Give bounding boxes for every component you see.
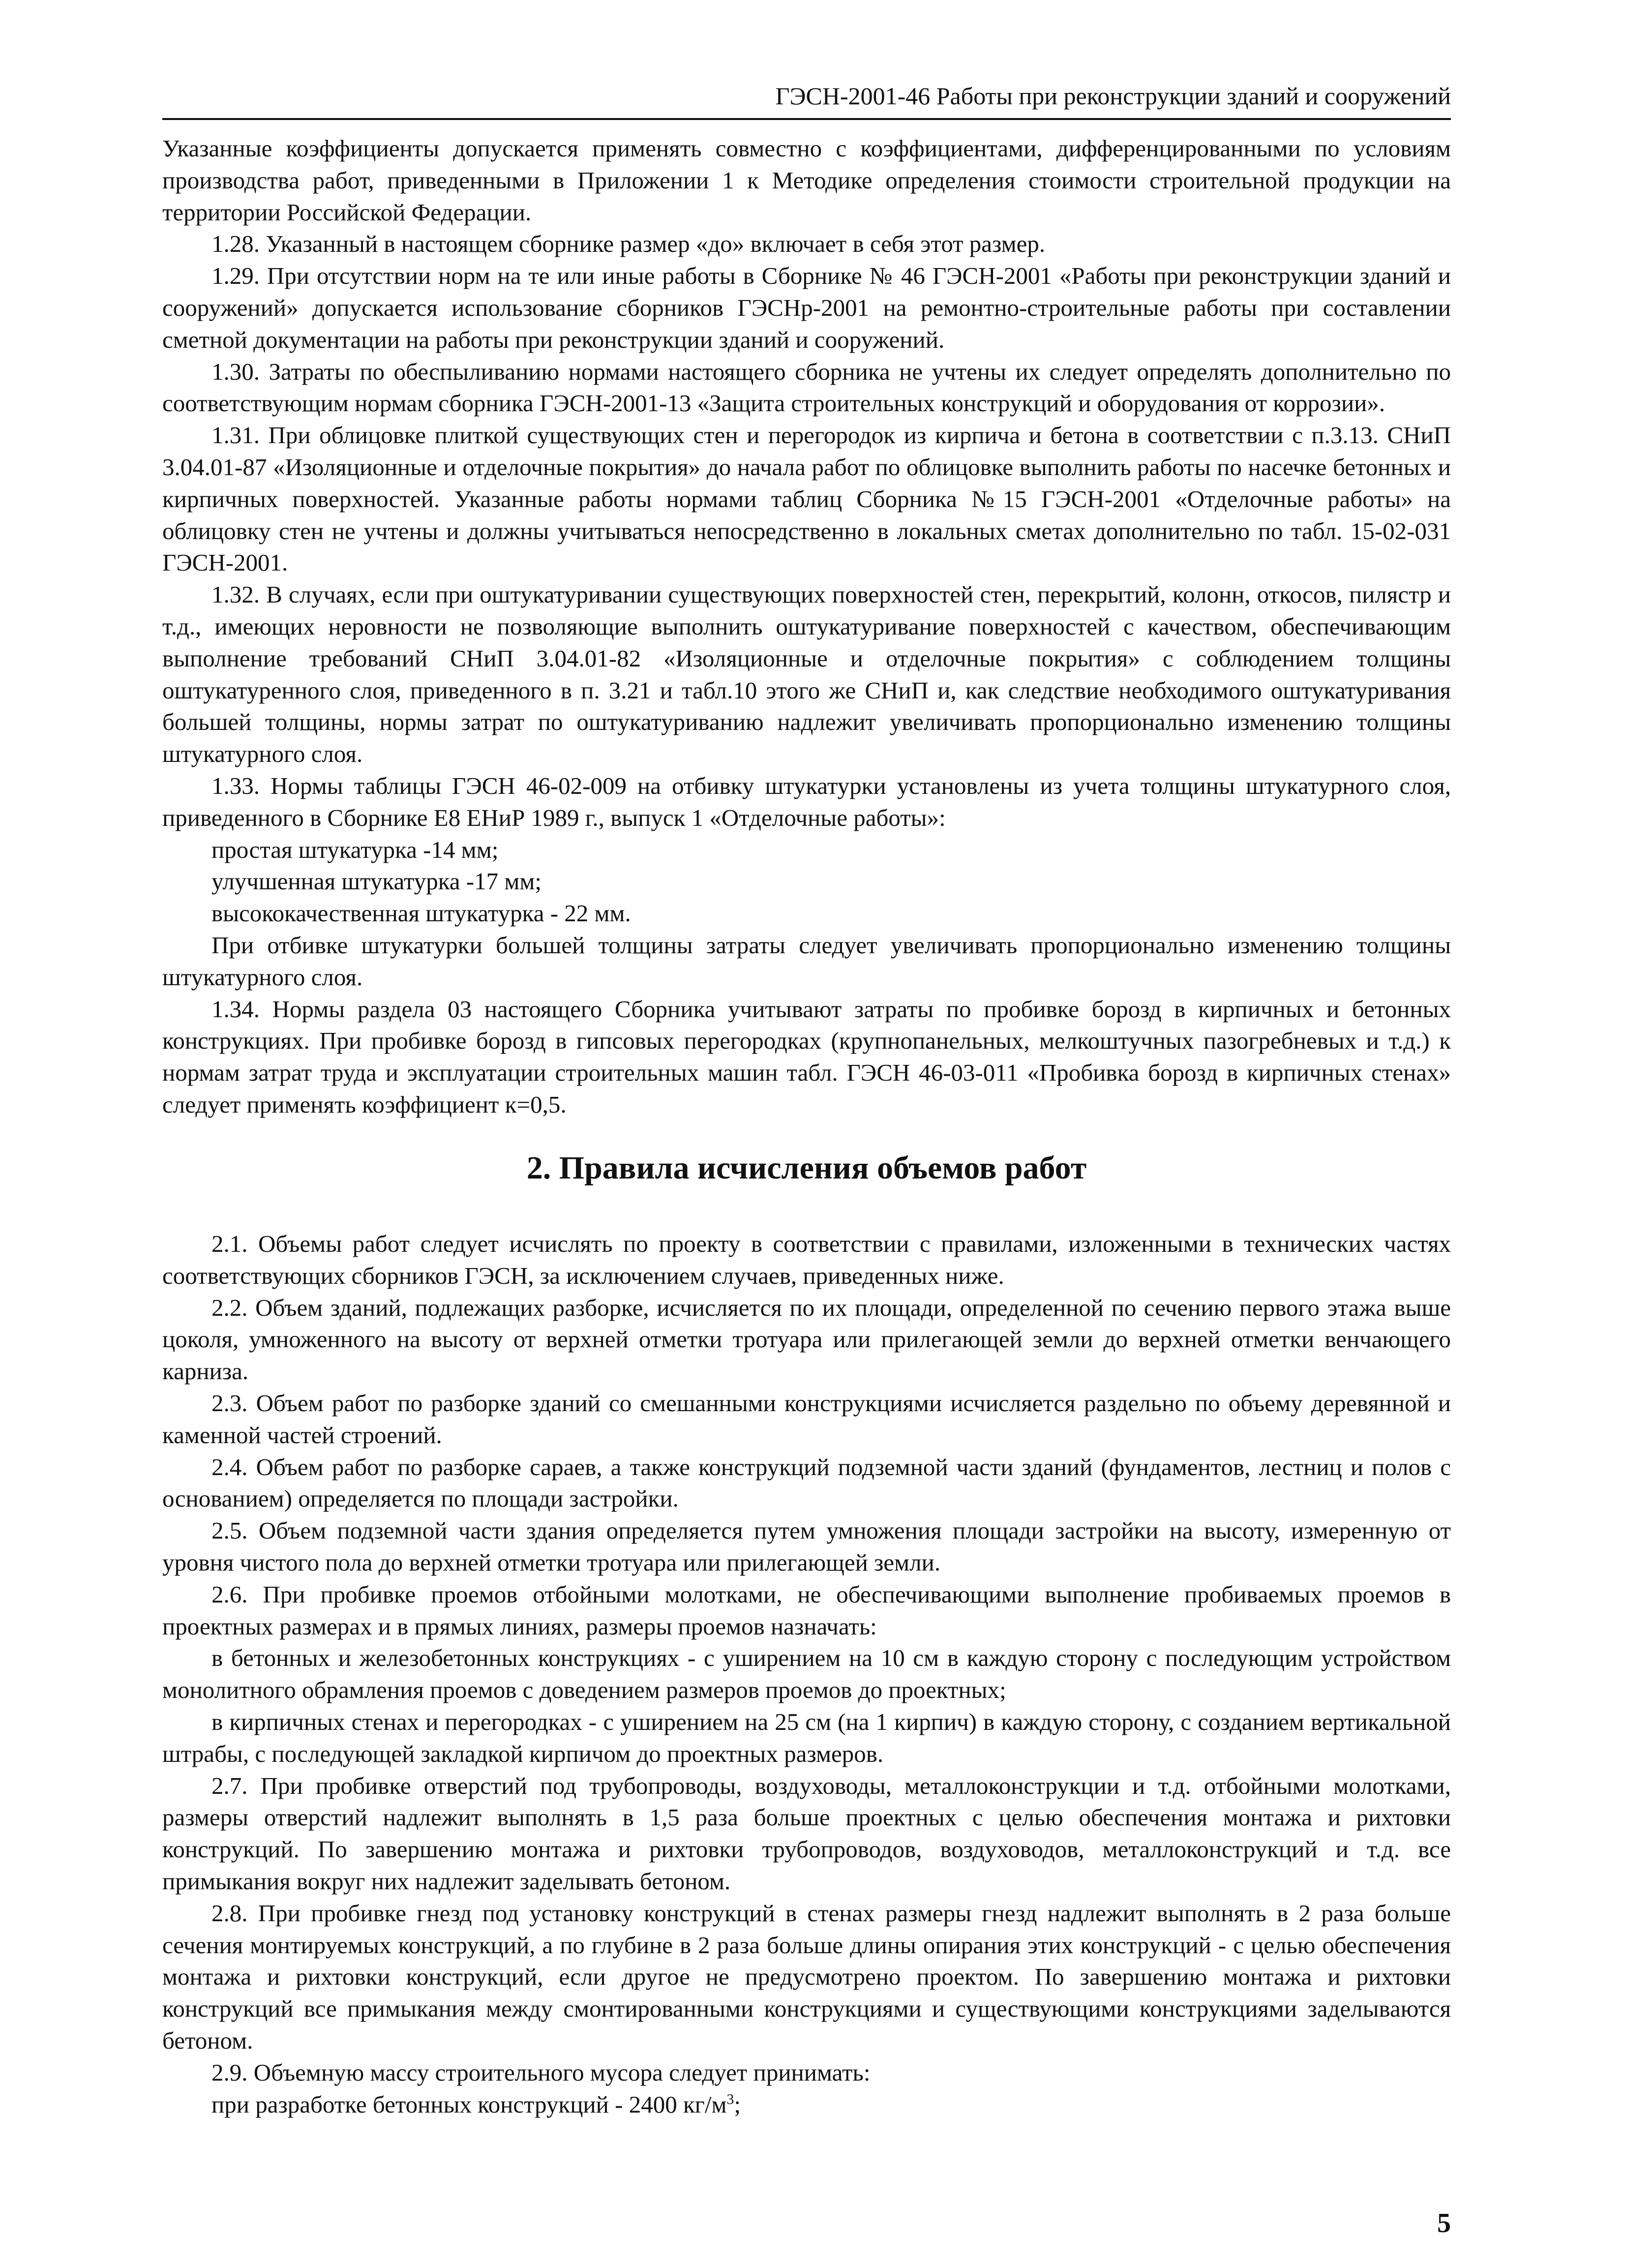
header-title: ГЭСН-2001-46 Работы при реконструкции зданий и сооружений — [775, 82, 1451, 110]
list-item-plaster-high-quality: высококачественная штукатурка - 22 мм. — [211, 900, 631, 927]
paragraph-1-34: 1.34. Нормы раздела 03 настоящего Сборника учитывают затраты по пробивке борозд в кирпичных и бетонных конструкциях. При пробивке борозд в гипсовых перегородках (крупнопанельных, мелкоштучных пазогребневых и т.д.) к нормам затрат труда и эксплуатации строительных машин табл. ГЭСН 46-03-011 «Пробивка борозд в кирпичных стенах» следует применять коэффициент к=0,5. — [162, 995, 1451, 1118]
paragraph: Указанные коэффициенты допускается применять совместно с коэффициентами, дифференцированными по условиям производства работ, приведенными в Приложении 1 к Методике определения стоимости строительной продукции на территории Российской Федерации. — [162, 135, 1451, 226]
paragraph-2-3: 2.3. Объем работ по разборке зданий со смешанными конструкциями исчисляется раздельно по объему деревянной и каменной частей строений. — [162, 1389, 1451, 1449]
paragraph-2-1: 2.1. Объемы работ следует исчислять по проекту в соответствии с правилами, изложенными в технических частях соответствующих сборников ГЭСН, за исключением случаев, приведенных ниже. — [162, 1230, 1451, 1289]
section1-body — [162, 133, 1451, 1121]
section2-body — [162, 1228, 1451, 2120]
list-item-plaster-simple: простая штукатурка -14 мм; — [211, 836, 499, 863]
paragraph-1-31: 1.31. При облицовке плиткой существующих стен и перегородок из кирпича и бетона в соответствии с п.3.13. СНиП 3.04.01-87 «Изоляционные и отделочные покрытия» до начала работ по облицовке выполнить работы по насечке бетонных и кирпичных поверхностей. Указанные работы нормами таблиц Сборника №15 ГЭСН-2001 «Отделочные работы» на облицовку стен не учтены и должны учитываться непосредственно в локальных сметах дополнительно по табл. 15-02-031 ГЭСН-2001. — [162, 422, 1451, 576]
running-header — [162, 79, 1451, 120]
paragraph-1-29: 1.29. При отсутствии норм на те или иные работы в Сборнике № 46 ГЭСН-2001 «Работы при реконструкции зданий и сооружений» допускается использование сборников ГЭСНр-2001 на ремонтно-строительные работы при составлении сметной документации на работы при реконструкции зданий и сооружений. — [162, 262, 1451, 353]
paragraph-2-8: 2.8. При пробивке гнезд под установку конструкций в стенах размеры гнезд надлежит выполнять в 2 раза больше сечения монтируемых конструкций, а по глубине в 2 раза больше длины опирания этих конструкций - с целью обеспечения монтажа и рихтовки конструкций, если другое не предусмотрено проектом. По завершению монтажа и рихтовки конструкций все примыкания между смонтированными конструкциями и существующими конструкциями заделываются бетоном. — [162, 1899, 1451, 2054]
paragraph-2-5: 2.5. Объем подземной части здания определяется путем умножения площади застройки на высоту, измеренную от уровня чистого пола до верхней отметки тротуара или прилегающей земли. — [162, 1517, 1451, 1576]
paragraph-2-7: 2.7. При пробивке отверстий под трубопроводы, воздуховоды, металлоконструкции и т.д. отбойными молотками, размеры отверстий надлежит выполнять в 1,5 раза больше проектных с целью обеспечения монтажа и рихтовки конструкций. По завершению монтажа и рихтовки трубопроводов, воздуховодов, металлоконструкций и т.д. все примыкания вокруг них надлежит заделывать бетоном. — [162, 1772, 1451, 1895]
page-number: 5 — [1437, 2208, 1451, 2238]
paragraph-2-6-concrete: в бетонных и железобетонных конструкциях - с уширением на 10 см в каждую сторону с последующим устройством монолитного обрамления проемов с доведением размеров проемов до проектных; — [162, 1644, 1451, 1704]
paragraph-2-2: 2.2. Объем зданий, подлежащих разборке, исчисляется по их площади, определенной по сечению первого этажа выше цоколя, умноженного на высоту от верхней отметки тротуара или прилегающей земли до верхней отметки венчающего карниза. — [162, 1294, 1451, 1385]
paragraph-2-6: 2.6. При пробивке проемов отбойными молотками, не обеспечивающими выполнение пробиваемых проемов в проектных размерах и в прямых линиях, размеры проемов назначать: — [162, 1580, 1451, 1640]
list-item-plaster-improved: улучшенная штукатурка -17 мм; — [211, 868, 542, 895]
paragraph-2-9: 2.9. Объемную массу строительного мусора следует принимать: — [211, 2058, 871, 2086]
paragraph-1-32: 1.32. В случаях, если при оштукатуривании существующих поверхностей стен, перекрытий, колонн, откосов, пилястр и т.д., имеющих неровности не позволяющие выполнить оштукатуривание поверхностей с качеством, обеспечивающим выполнение требований СНиП 3.04.01-82 «Изоляционные и отделочные покрытия» с соблюдением толщины оштукатуренного слоя, приведенного в п. 3.21 и табл.10 этого же СНиП и, как следствие необходимого оштукатуривания большей толщины, нормы затрат по оштукатуриванию надлежит увеличивать пропорционально изменению толщины штукатурного слоя. — [162, 581, 1451, 768]
paragraph-2-6-brick: в кирпичных стенах и перегородках - с уширением на 25 см (на 1 кирпич) в каждую сторону, с созданием вертикальной штрабы, с последующей закладкой кирпичом до проектных размеров. — [162, 1708, 1451, 1767]
paragraph-concrete-debris — [162, 2089, 1451, 2121]
paragraph-1-33: 1.33. Нормы таблицы ГЭСН 46-02-009 на отбивку штукатурки установлены из учета толщины штукатурного слоя, приведенного в Сборнике Е8 ЕНиР 1989 г., выпуск 1 «Отделочные работы»: — [162, 772, 1451, 831]
section-2-heading: 2. Правила исчисления объемов работ — [526, 1150, 1087, 1186]
paragraph-2-4: 2.4. Объем работ по разборке сараев, а также конструкций подземной части зданий (фундаментов, лестниц и полов с основанием) определяется по площади застройки. — [162, 1453, 1451, 1512]
paragraph-plaster-tail: При отбивке штукатурки большей толщины затраты следует увеличивать пропорционально изменению толщины штукатурного слоя. — [162, 931, 1451, 991]
debris-end: ; — [734, 2090, 741, 2118]
paragraph-1-28: 1.28. Указанный в настоящем сборнике размер «до» включает в себя этот размер. — [211, 230, 1046, 258]
paragraph-1-30: 1.30. Затраты по обеспыливанию нормами настоящего сборника не учтены их следует определять дополнительно по соответствующим нормам сборника ГЭСН-2001-13 «Защита строительных конструкций и оборудования от коррозии». — [162, 358, 1451, 417]
superscript-exponent: 3 — [726, 2091, 734, 2108]
debris-text: при разработке бетонных конструкций - 2400 кг/м — [211, 2090, 727, 2118]
